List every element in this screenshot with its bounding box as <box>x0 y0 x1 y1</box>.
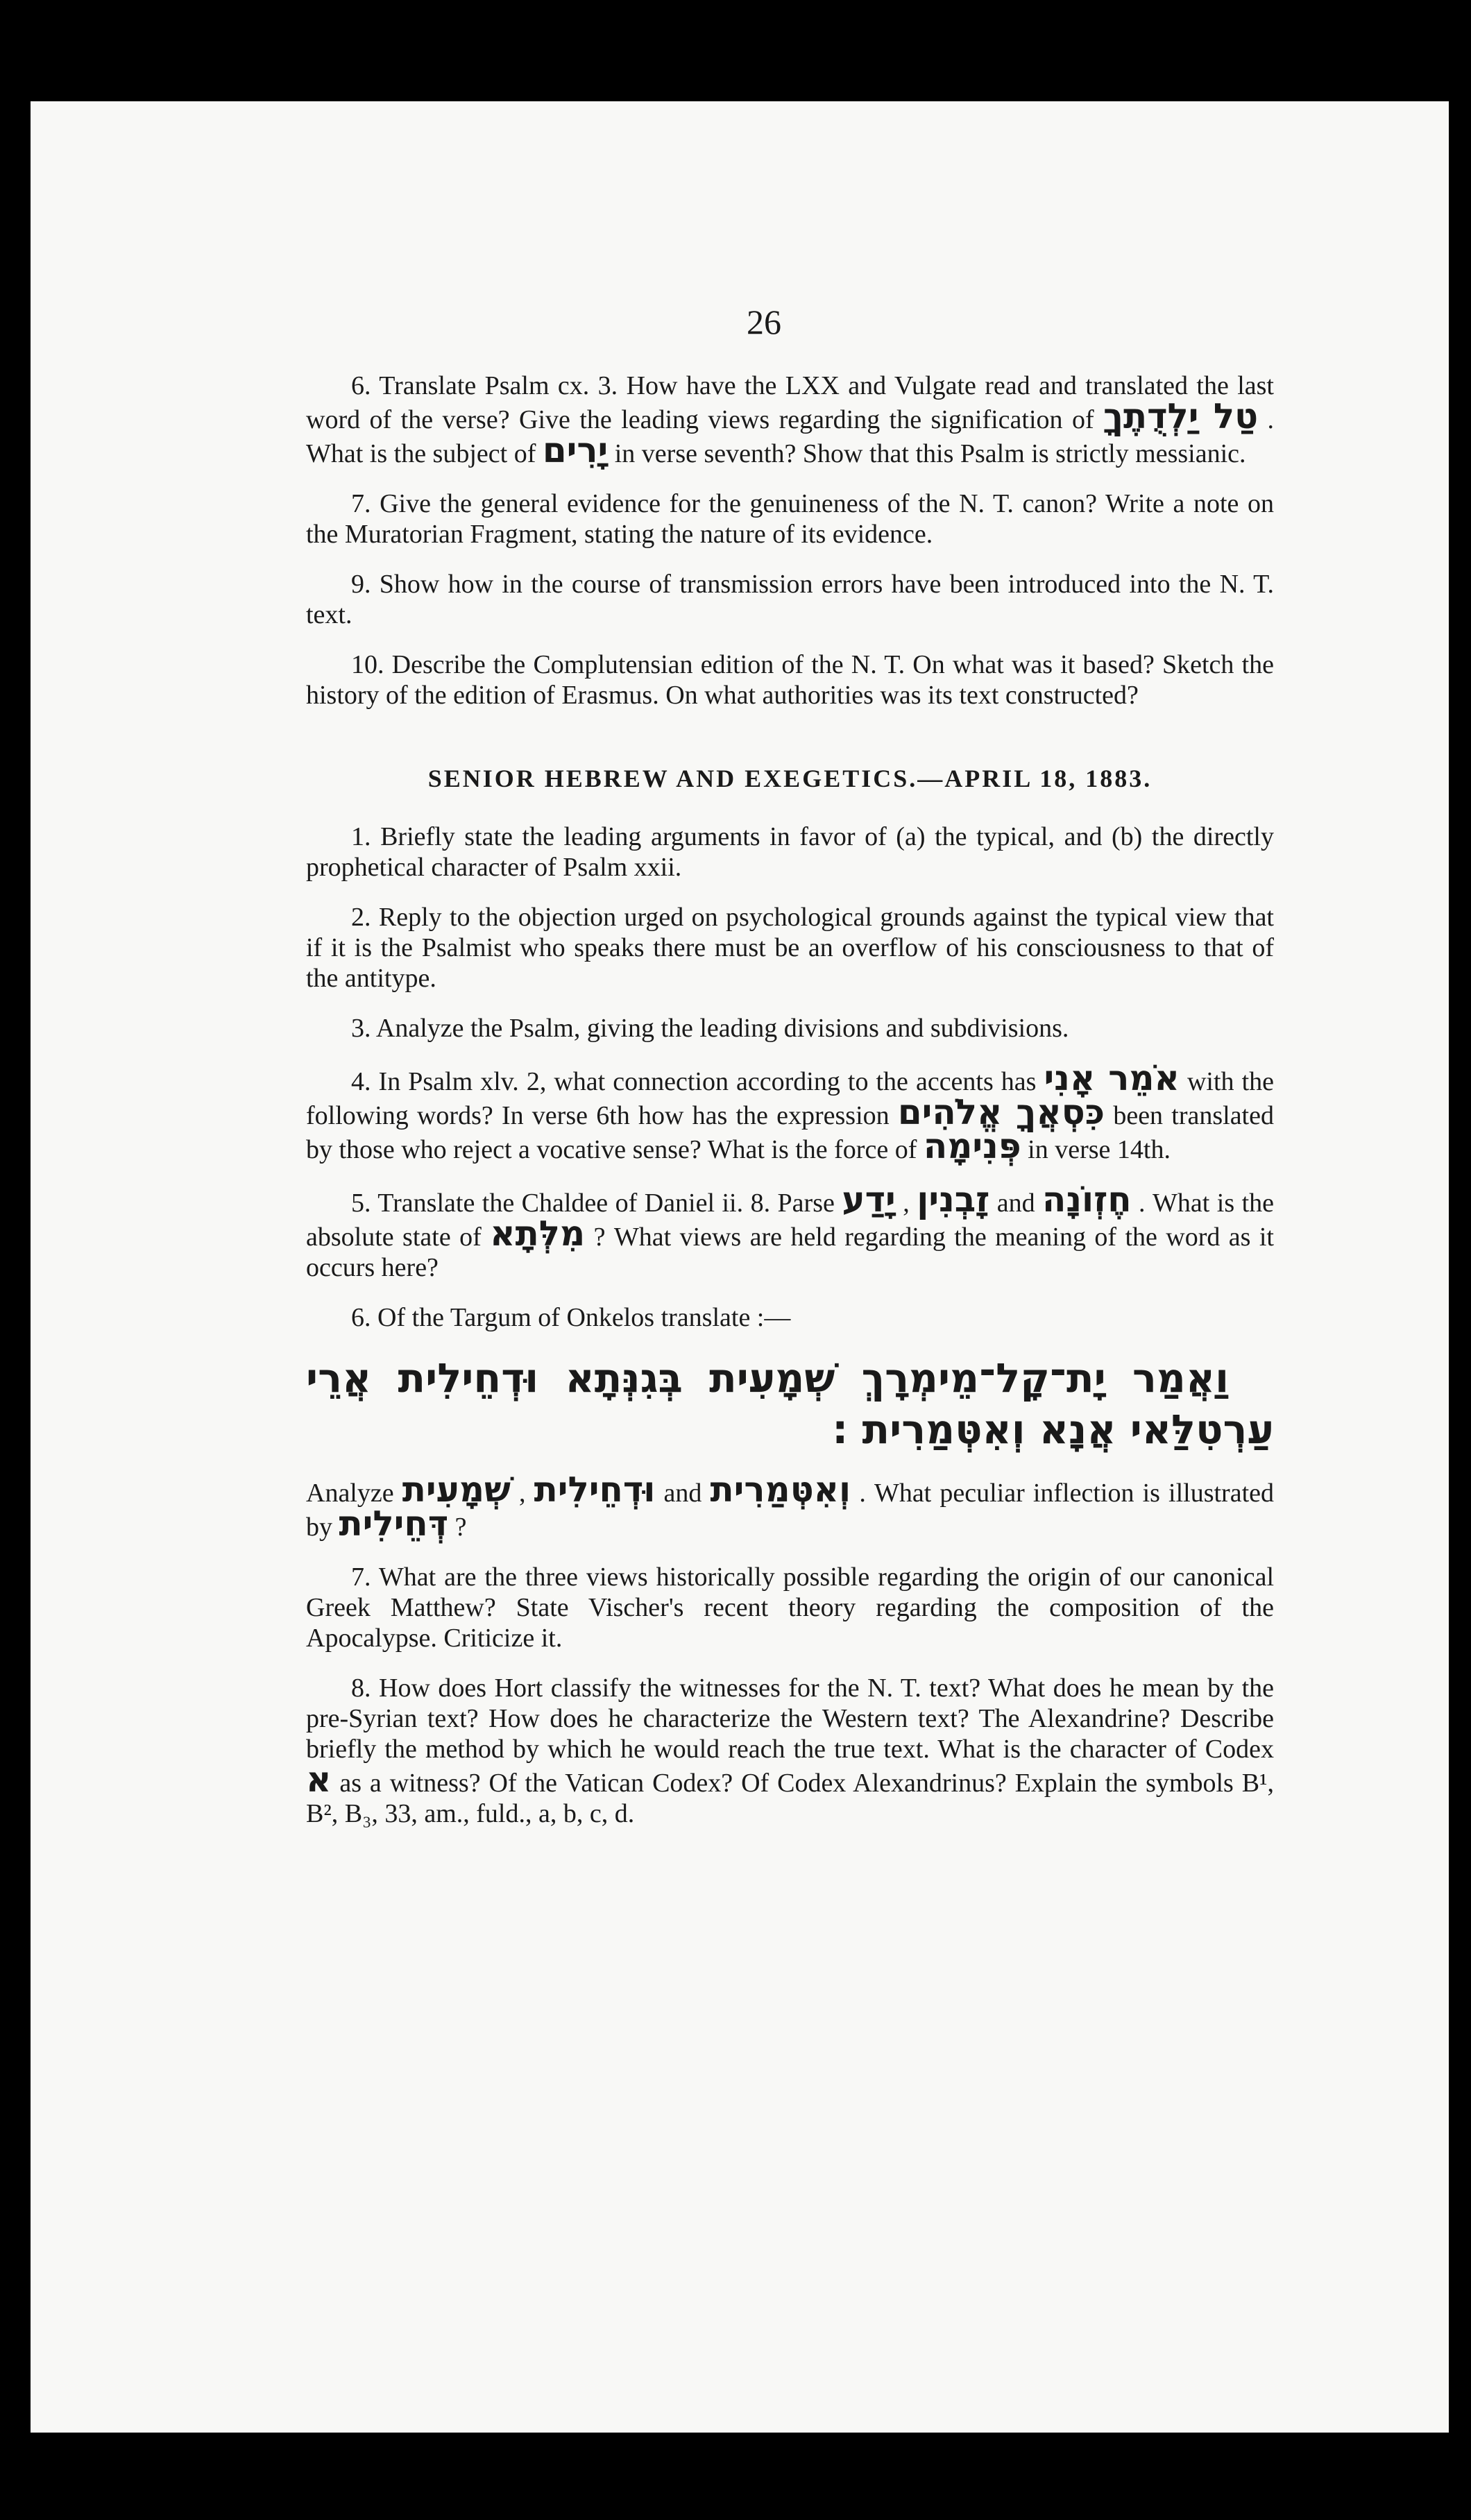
hebrew-term: שְׁמָעִית <box>402 1470 511 1510</box>
question-text: 1. Briefly state the leading arguments in favor of (a) the typical, and (b) the directly prophetical character of Psalm xxii. <box>306 822 1274 882</box>
hebrew-term: אֹמֵר אָנִי <box>1044 1058 1180 1098</box>
hebrew-term: כִּסְאֲךָ אֱלֹהִים <box>897 1092 1105 1132</box>
question-text: in verse 14th. <box>1021 1135 1171 1164</box>
exam-body <box>306 371 1274 1848</box>
hebrew-term: פְּנִימָה <box>923 1126 1021 1166</box>
question-text: 6. Of the Targum of Onkelos translate :— <box>351 1303 791 1332</box>
questions-part1 <box>306 371 1274 710</box>
question-text: Analyze <box>306 1479 402 1508</box>
document-page <box>31 101 1449 2433</box>
question-text: 3. Analyze the Psalm, giving the leading divisions and subdivisions. <box>351 1014 1069 1043</box>
hebrew-term: וְאִטְּמַרִית <box>710 1470 851 1510</box>
hebrew-term: חֶזְוֹנָה <box>1042 1180 1132 1220</box>
question-paragraph <box>306 569 1274 630</box>
question-text: 8. How does Hort classify the witnesses for the N. T. text? What does he mean by the pre-Syrian text? How does he characterize the Western text? The Alexandrine? Describe briefly the method by which he would reach the true text. What is the character of Codex <box>306 1674 1274 1764</box>
question-text: and <box>989 1189 1043 1218</box>
question-paragraph <box>306 821 1274 883</box>
question-text: 5. Translate the Chaldee of Daniel ii. 8. Parse <box>351 1189 842 1218</box>
section-heading: SENIOR HEBREW AND EXEGETICS.—APRIL 18, 1883. <box>427 765 1153 792</box>
question-text: 9. Show how in the course of transmission errors have been introduced into the N. T. text. <box>306 570 1274 629</box>
question-paragraph <box>306 1302 1274 1333</box>
hebrew-term: דְּחֵילִית <box>339 1504 449 1544</box>
question-text: as a witness? Of the Vatican Codex? Of Codex Alexandrinus? Explain the symbols B¹, B², B₃, 33, am., fuld., a, b, c, d. <box>306 1769 1274 1828</box>
hebrew-term: מִלְּתָא <box>490 1214 586 1254</box>
questions-part2 <box>306 821 1274 1333</box>
question-text: , <box>895 1189 917 1218</box>
question-text: and <box>655 1479 711 1508</box>
question-text: been translated by those who reject a vocative sense? What is the force of <box>306 1101 1274 1164</box>
question-text: . What is the absolute state of <box>306 1189 1275 1252</box>
question-text: 7. What are the three views historically possible regarding the origin of our canonical Greek Matthew? State Vischer's recent theory regarding the composition of the Apocalypse. Criticize it. <box>306 1563 1274 1653</box>
hebrew-term: זָבְנִין <box>917 1180 990 1220</box>
question-paragraph <box>306 649 1274 710</box>
page-number: 26 <box>747 303 781 341</box>
question-text: . What is the subject of <box>306 405 1274 468</box>
question-paragraph <box>306 371 1274 469</box>
question-paragraph <box>306 1058 1275 1166</box>
targum-passage: וַאֲמַר יָת־קָל־מֵימְרָךְ שְׁמָעִית בְּגִנְּתָא וּדְחֵילִית אֲרֵי עַרְטִלַּאי אֲנָא וְאִטְּמַרִית : <box>306 1354 1274 1453</box>
question-paragraph <box>306 1470 1274 1544</box>
hebrew-term: א <box>306 1760 332 1800</box>
question-paragraph <box>306 902 1274 994</box>
hebrew-term: יָדַע <box>842 1180 896 1220</box>
hebrew-term: וּדְחֵילִית <box>534 1470 656 1510</box>
question-text: 4. In Psalm xlv. 2, what connection according to the accents has <box>351 1067 1044 1096</box>
question-text: with the following words? In verse 6th how has the expression <box>306 1067 1275 1130</box>
question-text: . What peculiar inflection is illustrated by <box>306 1479 1274 1542</box>
question-text: , <box>510 1479 534 1508</box>
question-paragraph <box>306 488 1274 550</box>
question-paragraph <box>306 1013 1274 1044</box>
question-text: ? What views are held regarding the meaning of the word as it occurs here? <box>306 1223 1274 1282</box>
question-text: ? <box>448 1513 467 1542</box>
question-paragraph <box>306 1562 1274 1653</box>
hebrew-term: טַל יַלְדֻתֶךָ <box>1103 396 1259 436</box>
question-paragraph <box>306 1180 1275 1283</box>
question-text: 2. Reply to the objection urged on psychological grounds against the typical view that if it is the Psalmist who speaks there must be an overflow of his consciousness to that of the antitype. <box>306 903 1274 993</box>
question-paragraph <box>306 1673 1274 1829</box>
question-text: 7. Give the general evidence for the genuineness of the N. T. canon? Write a note on the Muratorian Fragment, stating the nature of its evidence. <box>306 489 1274 549</box>
question-text: 6. Translate Psalm cx. 3. How have the LXX and Vulgate read and translated the last word of the verse? Give the leading views regarding the signification of <box>306 371 1274 434</box>
question-text: in verse seventh? Show that this Psalm is strictly messianic. <box>608 439 1246 468</box>
questions-part3 <box>306 1470 1274 1829</box>
hebrew-term: יָרִים <box>542 430 609 470</box>
question-text: 10. Describe the Complutensian edition of the N. T. On what was it based? Sketch the history of the edition of Erasmus. On what authorities was its text constructed? <box>306 650 1274 710</box>
